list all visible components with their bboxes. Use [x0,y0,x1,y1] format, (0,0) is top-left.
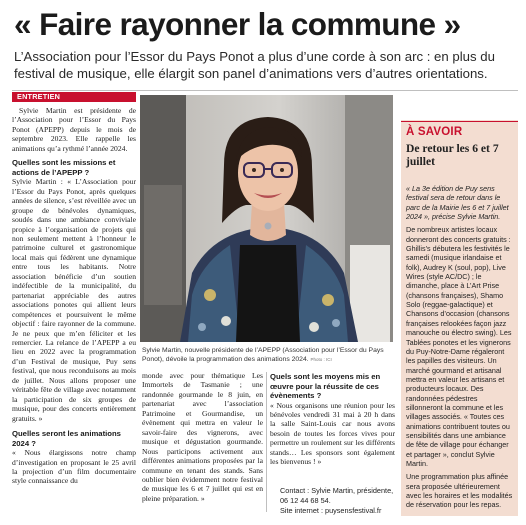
headline: « Faire rayonner la commune » [14,6,461,42]
contact-line-2: 06 12 44 68 54. [280,496,331,505]
column-divider [266,372,267,512]
sidebar-paragraph-3: Une programmation plus affinée sera proposée ultérieurement avec les horaires et les modalités de réservation pour les repas. [406,472,513,510]
answer-means: « Nous organisons une réunion pour les bénévoles vendredi 31 mai à 20 h dans la salle Saint-Louis car nous avons besoin de toutes les forces vives pour permettre un roulement sur les différents stands… Les sponsors sont également les bienvenus ! » [270,400,395,467]
question-animations: Quelles seront les animations 2024 ? [12,429,121,448]
article-column-3 [270,372,395,467]
photo-caption [142,347,392,364]
sidebar-paragraph-2: De nombreux artistes locaux donneront des concerts gratuits : Ghillis’s débutera les festivités le samedi (musique irlandaise et folk), Audrey K (soul, pop), Live Wires (style AC/DC) ; le dimanche, place à L’Art Prise (chansons françaises), Shamo Solo (reggae-galactique) et Chansons d’occasion (chansons françaises relookées façon jazz manouche ou électro swing). Les Tablées ponotes et les vignerons du Puy-Notre-Dame régaleront les papilles des visiteurs. Un marché gourmand et artisanal mettra en valeur les artisans et producteurs locaux. Des randonnées pédestres sillonneront la commune et les villages associés. « Toutes ces animations contribuent toutes ou sensibilités dans une ambiance de fête de village pour échanger et partager », conclut Sylvie Martin. [406,225,512,468]
sidebar-paragraph-1: « La 3e édition de Puy sens festival sera de retour dans le parc de la Mairie les 6 et 7 juillet 2024 », précise Sylvie Martin. [406,184,509,222]
answer-animations: « Nous élargissons notre champ d’investigation en proposant le 25 avril la projection d’un film documentaire style connaissance du [12,448,136,486]
chapo: L’Association pour l’Essor du Pays Ponot a plus d’une corde à son arc : en plus du festival de musique, elle élargit son panel d’animations vers d’autres orientations. [14,49,495,81]
question-missions: Quelles sont les missions et actions de l’APEPP ? [12,158,116,177]
article-column-2 [142,371,263,503]
rubric-label: ENTRETIEN [12,92,136,102]
contact-box [280,486,395,516]
answer-missions: Sylvie Martin : « L’Association pour l’Essor du Pays Ponot, après quelques années de silence, s’est réveillée avec un groupe de bénévoles dynamiques, soudés dans une ambiance conviviale propice à l’organisation de projets qui non seulement mettent à l’honneur le patrimoine culturel et gastronomique local mais qui fédèrent une dynamique entre tous les habitants. Notre association bénéficie d’un soutien indéfectible de la municipalité, du partenariat appréciable des autres associations ponotes qui allient leurs compétences et poursuivent le même objectif : faire rayonner de la commune. Je ne peux que m’en féliciter et les remercier. La relance de l’APEPP a eu lieu en 2022 avec la programmation d’un Festival de musique, Puy sens festival, que nous reconduisons au mois de juillet. Nous allons proposer une véritable fête de village avec notamment la participation de six groupes de musique, pour des concerts entièrement gratuits. » [12,177,136,423]
article-column-1 [12,106,136,486]
sidebar-body [406,184,515,514]
caption-text: Sylvie Martin, nouvelle présidente de l’APEPP (Association pour l’Essor du Pays Ponot), dévoile la programmation des animations 2024. [142,347,384,363]
top-rule [12,90,518,91]
sidebar-top-rule [401,121,518,125]
contact-website: Site internet : puysensfestival.fr [280,506,382,515]
portrait-photo [140,95,393,342]
contact-line-1: Contact : Sylvie Martin, présidente, [280,486,394,495]
sidebar-title: De retour les 6 et 7 juillet [406,142,499,169]
column-2-text: monde avec pour thématique Les Immortels de Tasmanie ; une randonnée gourmande le 8 juin, en partenariat avec l’association Patrimoine et Gourmandise, un évènement qui mettra en valeur le savoir-faire des vignerons, avec musique et dégustation gourmande. Nous participons activement aux différentes animations proposées par la commune en tenant des stands. Sans oublier bien évidemment notre festival de musique les 6 et 7 juillet qui est en pleine préparation. » [142,371,263,503]
question-means: Quels sont les moyens mis en œuvre pour la réussite de ces évènements ? [270,372,381,400]
intro-paragraph: Sylvie Martin est présidente de l’Association pour l’Essor du Pays Ponot (APEPP) depuis le mois de septembre 2023. Elle rappelle les animations qu’a rythmé l’année 2024. [12,106,136,153]
photo-credit: Photo : ICI [310,356,332,362]
sidebar-kicker: À SAVOIR [406,126,463,138]
portrait-illustration [140,95,393,342]
